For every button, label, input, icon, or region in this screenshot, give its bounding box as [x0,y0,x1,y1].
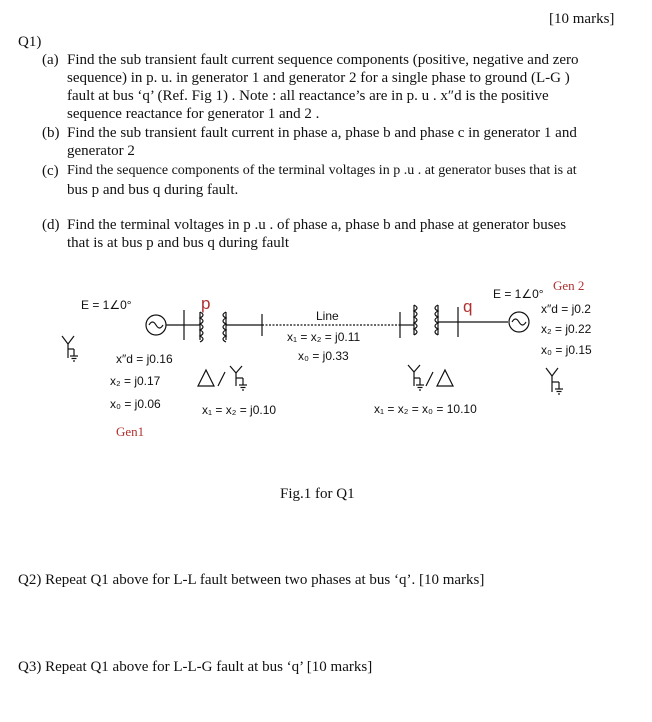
q1-marks: [10 marks] [549,11,615,27]
t1-winding-secondary [223,312,226,342]
gen1-wye-ground-icon [62,336,78,361]
gen1-x2: x₂ = j0.17 [110,374,161,388]
gen2-xd: x″d = j0.2 [541,302,591,316]
part-a-line-4: sequence reactance for generator 1 and 2 . [67,106,320,122]
t1-reactance: x₁ = x₂ = j0.10 [202,403,277,417]
part-a-line-3: fault at bus ‘q’ (Ref. Fig 1) . Note : all reactance’s are in p. u . x″d is the positive [67,88,549,104]
bus-p-label: p [201,294,211,313]
gen2-sine-icon [512,319,526,325]
t2-reactance: x₁ = x₂ = x₀ = 10.10 [374,402,477,416]
gen1-x0: x₀ = j0.06 [110,397,161,411]
part-c-line-2: bus p and bus q during fault. [67,182,239,198]
q3-text: Q3) Repeat Q1 above for L-L-G fault at bus ‘q’ [10 marks] [18,659,373,675]
part-a-line-2: sequence) in p. u. in generator 1 and generator 2 for a single phase to ground (L-G ) [67,70,570,86]
figure-caption: Fig.1 for Q1 [280,486,355,502]
part-c-label: (c) [42,163,59,179]
line-x0: x₀ = j0.33 [298,349,349,363]
part-b-label: (b) [42,125,60,141]
gen2-emf: E = 1∠0° [493,287,544,301]
gen2-name: Gen 2 [553,278,585,293]
t2-wye-ground-icon [408,365,424,390]
part-d-label: (d) [42,217,60,233]
t2-delta-icon [437,370,453,386]
gen1-name: Gen1 [116,424,145,439]
gen2-x2: x₂ = j0.22 [541,322,592,336]
part-b-line-2: generator 2 [67,143,135,159]
part-b-line-1: Find the sub transient fault current in phase a, phase b and phase c in generator 1 and [67,125,577,141]
part-d-line-1: Find the terminal voltages in p .u . of phase a, phase b and phase at generator buses [67,217,567,233]
t2-winding-secondary [435,305,438,335]
bus-q-label: q [463,297,473,316]
gen1-xd: x″d = j0.16 [116,352,173,366]
part-d-line-2: that is at bus p and bus q during fault [67,235,290,251]
gen2-x0: x₀ = j0.15 [541,343,592,357]
t1-wye-ground-icon [230,366,247,390]
line-x12: x₁ = x₂ = j0.11 [287,330,361,344]
q1-number: Q1) [18,34,42,50]
part-a-label: (a) [42,52,59,68]
gen2-wye-ground-icon [546,368,563,394]
t1-delta-icon [198,370,214,386]
line-title: Line [316,309,339,323]
gen1-sine-icon [149,322,163,328]
q2-text: Q2) Repeat Q1 above for L-L fault between two phases at bus ‘q’. [10 marks] [18,572,485,588]
t1-winding-primary [200,312,203,342]
part-a-line-1: Find the sub transient fault current sequence components (positive, negative and zero [67,52,579,68]
gen1-emf: E = 1∠0° [81,298,132,312]
part-c-line-1: Find the sequence components of the terminal voltages in p .u . at generator buses that is at [67,163,577,178]
t2-winding-primary [414,305,417,335]
